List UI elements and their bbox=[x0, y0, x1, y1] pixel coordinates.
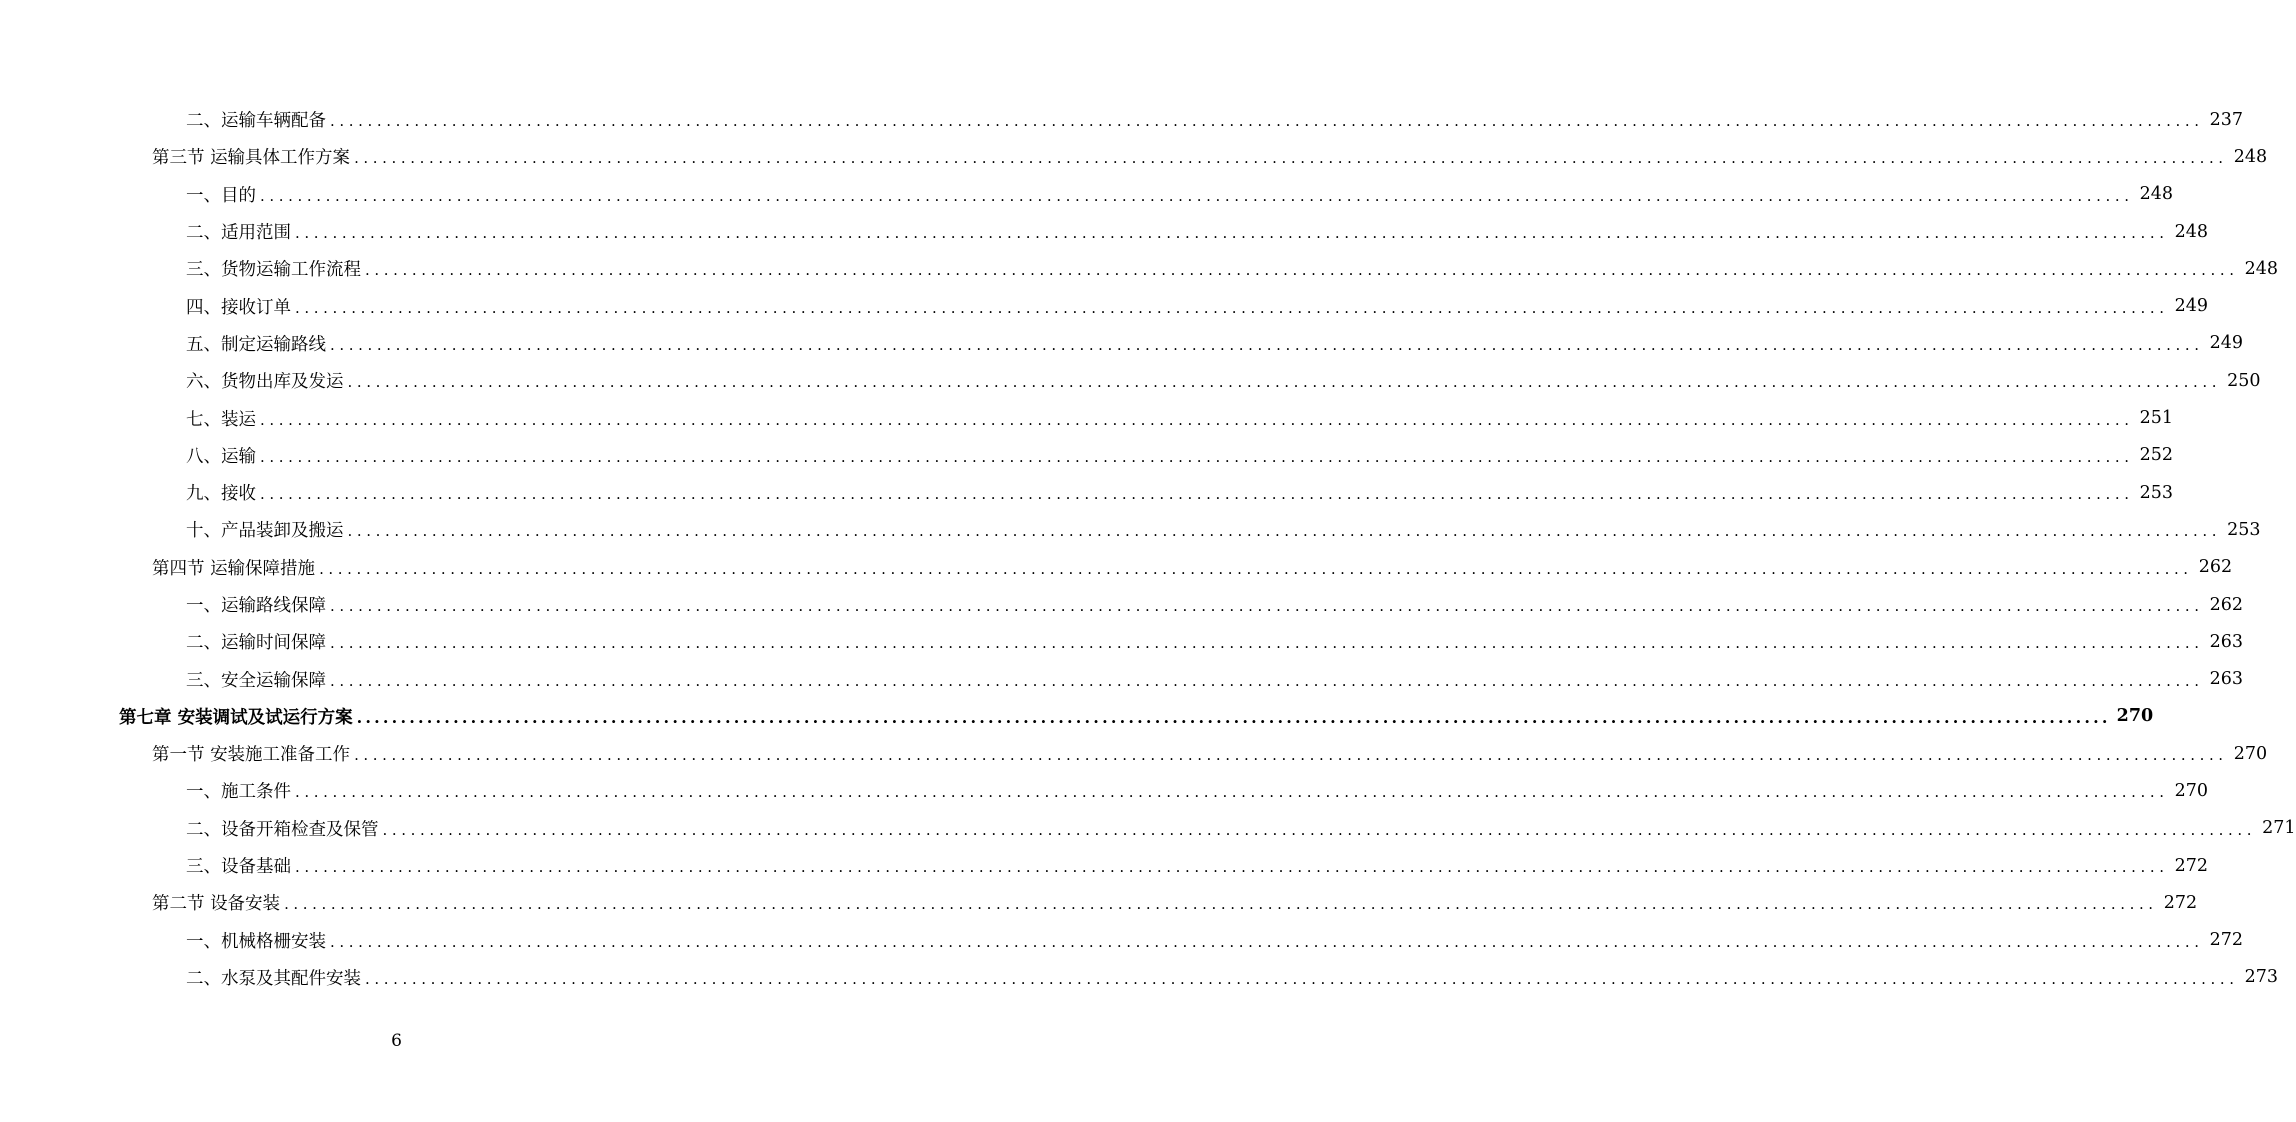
toc-entry-title: 二、运输车辆配备 bbox=[186, 111, 326, 132]
toc-entry-page-number: 248 bbox=[2233, 146, 2268, 167]
dot-leader: ........................................................................................................................................................................................................ bbox=[330, 112, 2204, 131]
toc-entry-title: 二、适用范围 bbox=[186, 223, 291, 244]
toc-entry-page-number: 252 bbox=[2139, 445, 2174, 466]
dot-leader: ........................................................................................................................................................................................................ bbox=[365, 261, 2239, 280]
dot-leader: ........................................................................................................................................................................................................ bbox=[330, 932, 2204, 951]
toc-entry-item[interactable] bbox=[0, 176, 2174, 213]
toc-entry-title: 一、运输路线保障 bbox=[186, 596, 326, 616]
toc-entry-page-number: 237 bbox=[2209, 109, 2244, 130]
dot-leader: ........................................................................................................................................................................................................ bbox=[295, 224, 2169, 243]
toc-entry-title: 一、目的 bbox=[186, 185, 256, 206]
toc-entry-item[interactable] bbox=[0, 399, 2174, 436]
dot-leader: ........................................................................................................................................................................................................ bbox=[354, 746, 2228, 765]
dot-leader: ........................................................................................................................................................................................................ bbox=[365, 969, 2239, 988]
dot-leader: ........................................................................................................................................................................................................ bbox=[284, 895, 2158, 914]
toc-entry-title: 二、设备开箱检查及保管 bbox=[186, 819, 379, 840]
toc-entry-item[interactable] bbox=[0, 586, 2244, 623]
toc-entry-item[interactable] bbox=[0, 660, 2244, 697]
dot-leader: ........................................................................................................................................................................................................ bbox=[382, 820, 2257, 839]
toc-entry-title: 第一节 安装施工准备工作 bbox=[152, 745, 351, 766]
toc-entry-title: 二、运输时间保障 bbox=[186, 633, 326, 654]
toc-entry-title: 九、接收 bbox=[186, 484, 256, 505]
toc-entry-page-number: 272 bbox=[2174, 855, 2209, 876]
dot-leader: ........................................................................................................................................................................................................ bbox=[330, 597, 2204, 615]
toc-entry-page-number: 273 bbox=[2244, 967, 2279, 988]
dot-leader: ........................................................................................................................................................................................................ bbox=[260, 485, 2134, 504]
toc-entry-item[interactable] bbox=[0, 623, 2244, 660]
page-number: 6 bbox=[391, 1031, 402, 1051]
toc-entry-section[interactable] bbox=[0, 138, 2268, 175]
toc-entry-title: 八、运输 bbox=[186, 446, 256, 467]
toc-entry-page-number: 248 bbox=[2139, 184, 2174, 205]
toc-entry-page-number: 253 bbox=[2227, 519, 2261, 540]
toc-entry-item[interactable] bbox=[0, 922, 2244, 959]
toc-entry-title: 十、产品装卸及搬运 bbox=[186, 521, 344, 542]
dot-leader: ........................................................................................................................................................................................................ bbox=[354, 149, 2228, 168]
toc-entry-page-number: 249 bbox=[2209, 333, 2244, 354]
toc-entry-item[interactable] bbox=[0, 325, 2244, 362]
toc-entry-item[interactable] bbox=[0, 287, 2209, 324]
toc-entry-section[interactable] bbox=[0, 549, 2233, 586]
toc-entry-item[interactable] bbox=[0, 362, 2261, 399]
toc-entry-item[interactable] bbox=[0, 511, 2261, 548]
toc-entry-title: 三、货物运输工作流程 bbox=[186, 260, 361, 281]
dot-leader: ........................................................................................................................................................................................................ bbox=[295, 783, 2169, 802]
toc-entry-title: 三、安全运输保障 bbox=[186, 670, 326, 691]
toc-entry-page-number: 248 bbox=[2174, 221, 2209, 242]
toc-entry-title: 第四节 运输保障措施 bbox=[152, 558, 316, 579]
dot-leader: ........................................................................................................................................................................................................ bbox=[295, 298, 2169, 317]
toc-entry-page-number: 270 bbox=[2233, 743, 2268, 764]
toc-entry-title: 七、装运 bbox=[186, 409, 256, 430]
toc-entry-page-number: 263 bbox=[2209, 669, 2244, 690]
toc-entry-title: 三、设备基础 bbox=[186, 857, 291, 878]
toc-entry-page-number: 272 bbox=[2209, 930, 2244, 951]
toc-entry-item[interactable] bbox=[0, 250, 2279, 287]
toc-entry-item[interactable] bbox=[0, 959, 2279, 996]
dot-leader: ........................................................................................................................................................................................................ bbox=[260, 186, 2134, 205]
toc-entry-title: 第二节 设备安装 bbox=[152, 894, 281, 915]
toc-entry-page-number: 270 bbox=[2174, 780, 2209, 801]
dot-leader: ........................................................................................................................................................................................................ bbox=[330, 634, 2204, 653]
toc-entry-item[interactable] bbox=[0, 810, 2296, 847]
toc-entry-page-number: 262 bbox=[2209, 594, 2244, 615]
toc-entry-item[interactable] bbox=[0, 437, 2174, 474]
dot-leader: ........................................................................................................................................................................................................ bbox=[319, 559, 2193, 578]
toc-entry-title: 第七章 安装调试及试运行方案 bbox=[119, 707, 353, 728]
toc-entry-page-number: 253 bbox=[2139, 482, 2174, 503]
toc-entry-page-number: 248 bbox=[2244, 258, 2279, 279]
dot-leader: ........................................................................................................................................................................................................ bbox=[356, 708, 2111, 728]
toc-entry-page-number: 249 bbox=[2174, 296, 2209, 317]
toc-entry-section[interactable] bbox=[0, 884, 2198, 921]
toc-entry-item[interactable] bbox=[0, 213, 2209, 250]
toc-entry-item[interactable] bbox=[0, 847, 2209, 884]
toc-entry-title: 二、水泵及其配件安装 bbox=[186, 968, 361, 989]
toc-entry-page-number: 271 bbox=[2262, 818, 2296, 839]
toc-entry-chapter[interactable] bbox=[0, 698, 2154, 735]
toc-entry-title: 六、货物出库及发运 bbox=[186, 372, 344, 393]
toc-entry-title: 第三节 运输具体工作方案 bbox=[152, 148, 351, 169]
toc-entry-page-number: 262 bbox=[2198, 557, 2233, 578]
toc-entry-page-number: 272 bbox=[2163, 892, 2198, 913]
table-of-contents bbox=[0, 101, 2296, 996]
toc-entry-page-number: 250 bbox=[2227, 370, 2261, 391]
dot-leader: ........................................................................................................................................................................................................ bbox=[260, 447, 2134, 466]
dot-leader: ........................................................................................................................................................................................................ bbox=[347, 373, 2222, 392]
toc-entry-page-number: 263 bbox=[2209, 631, 2244, 652]
dot-leader: ........................................................................................................................................................................................................ bbox=[330, 671, 2204, 690]
toc-entry-item[interactable] bbox=[0, 474, 2174, 511]
toc-entry-title: 四、接收订单 bbox=[186, 297, 291, 318]
toc-entry-page-number: 251 bbox=[2139, 408, 2174, 429]
toc-entry-section[interactable] bbox=[0, 735, 2268, 772]
toc-entry-title: 一、施工条件 bbox=[186, 782, 291, 803]
dot-leader: ........................................................................................................................................................................................................ bbox=[347, 522, 2222, 541]
dot-leader: ........................................................................................................................................................................................................ bbox=[260, 410, 2134, 429]
toc-entry-title: 五、制定运输路线 bbox=[186, 334, 326, 355]
dot-leader: ........................................................................................................................................................................................................ bbox=[295, 858, 2169, 877]
toc-entry-page-number: 270 bbox=[2116, 706, 2154, 727]
dot-leader: ........................................................................................................................................................................................................ bbox=[330, 335, 2204, 354]
toc-entry-item[interactable] bbox=[0, 101, 2244, 138]
toc-entry-item[interactable] bbox=[0, 772, 2209, 809]
toc-entry-title: 一、机械格栅安装 bbox=[186, 931, 326, 952]
